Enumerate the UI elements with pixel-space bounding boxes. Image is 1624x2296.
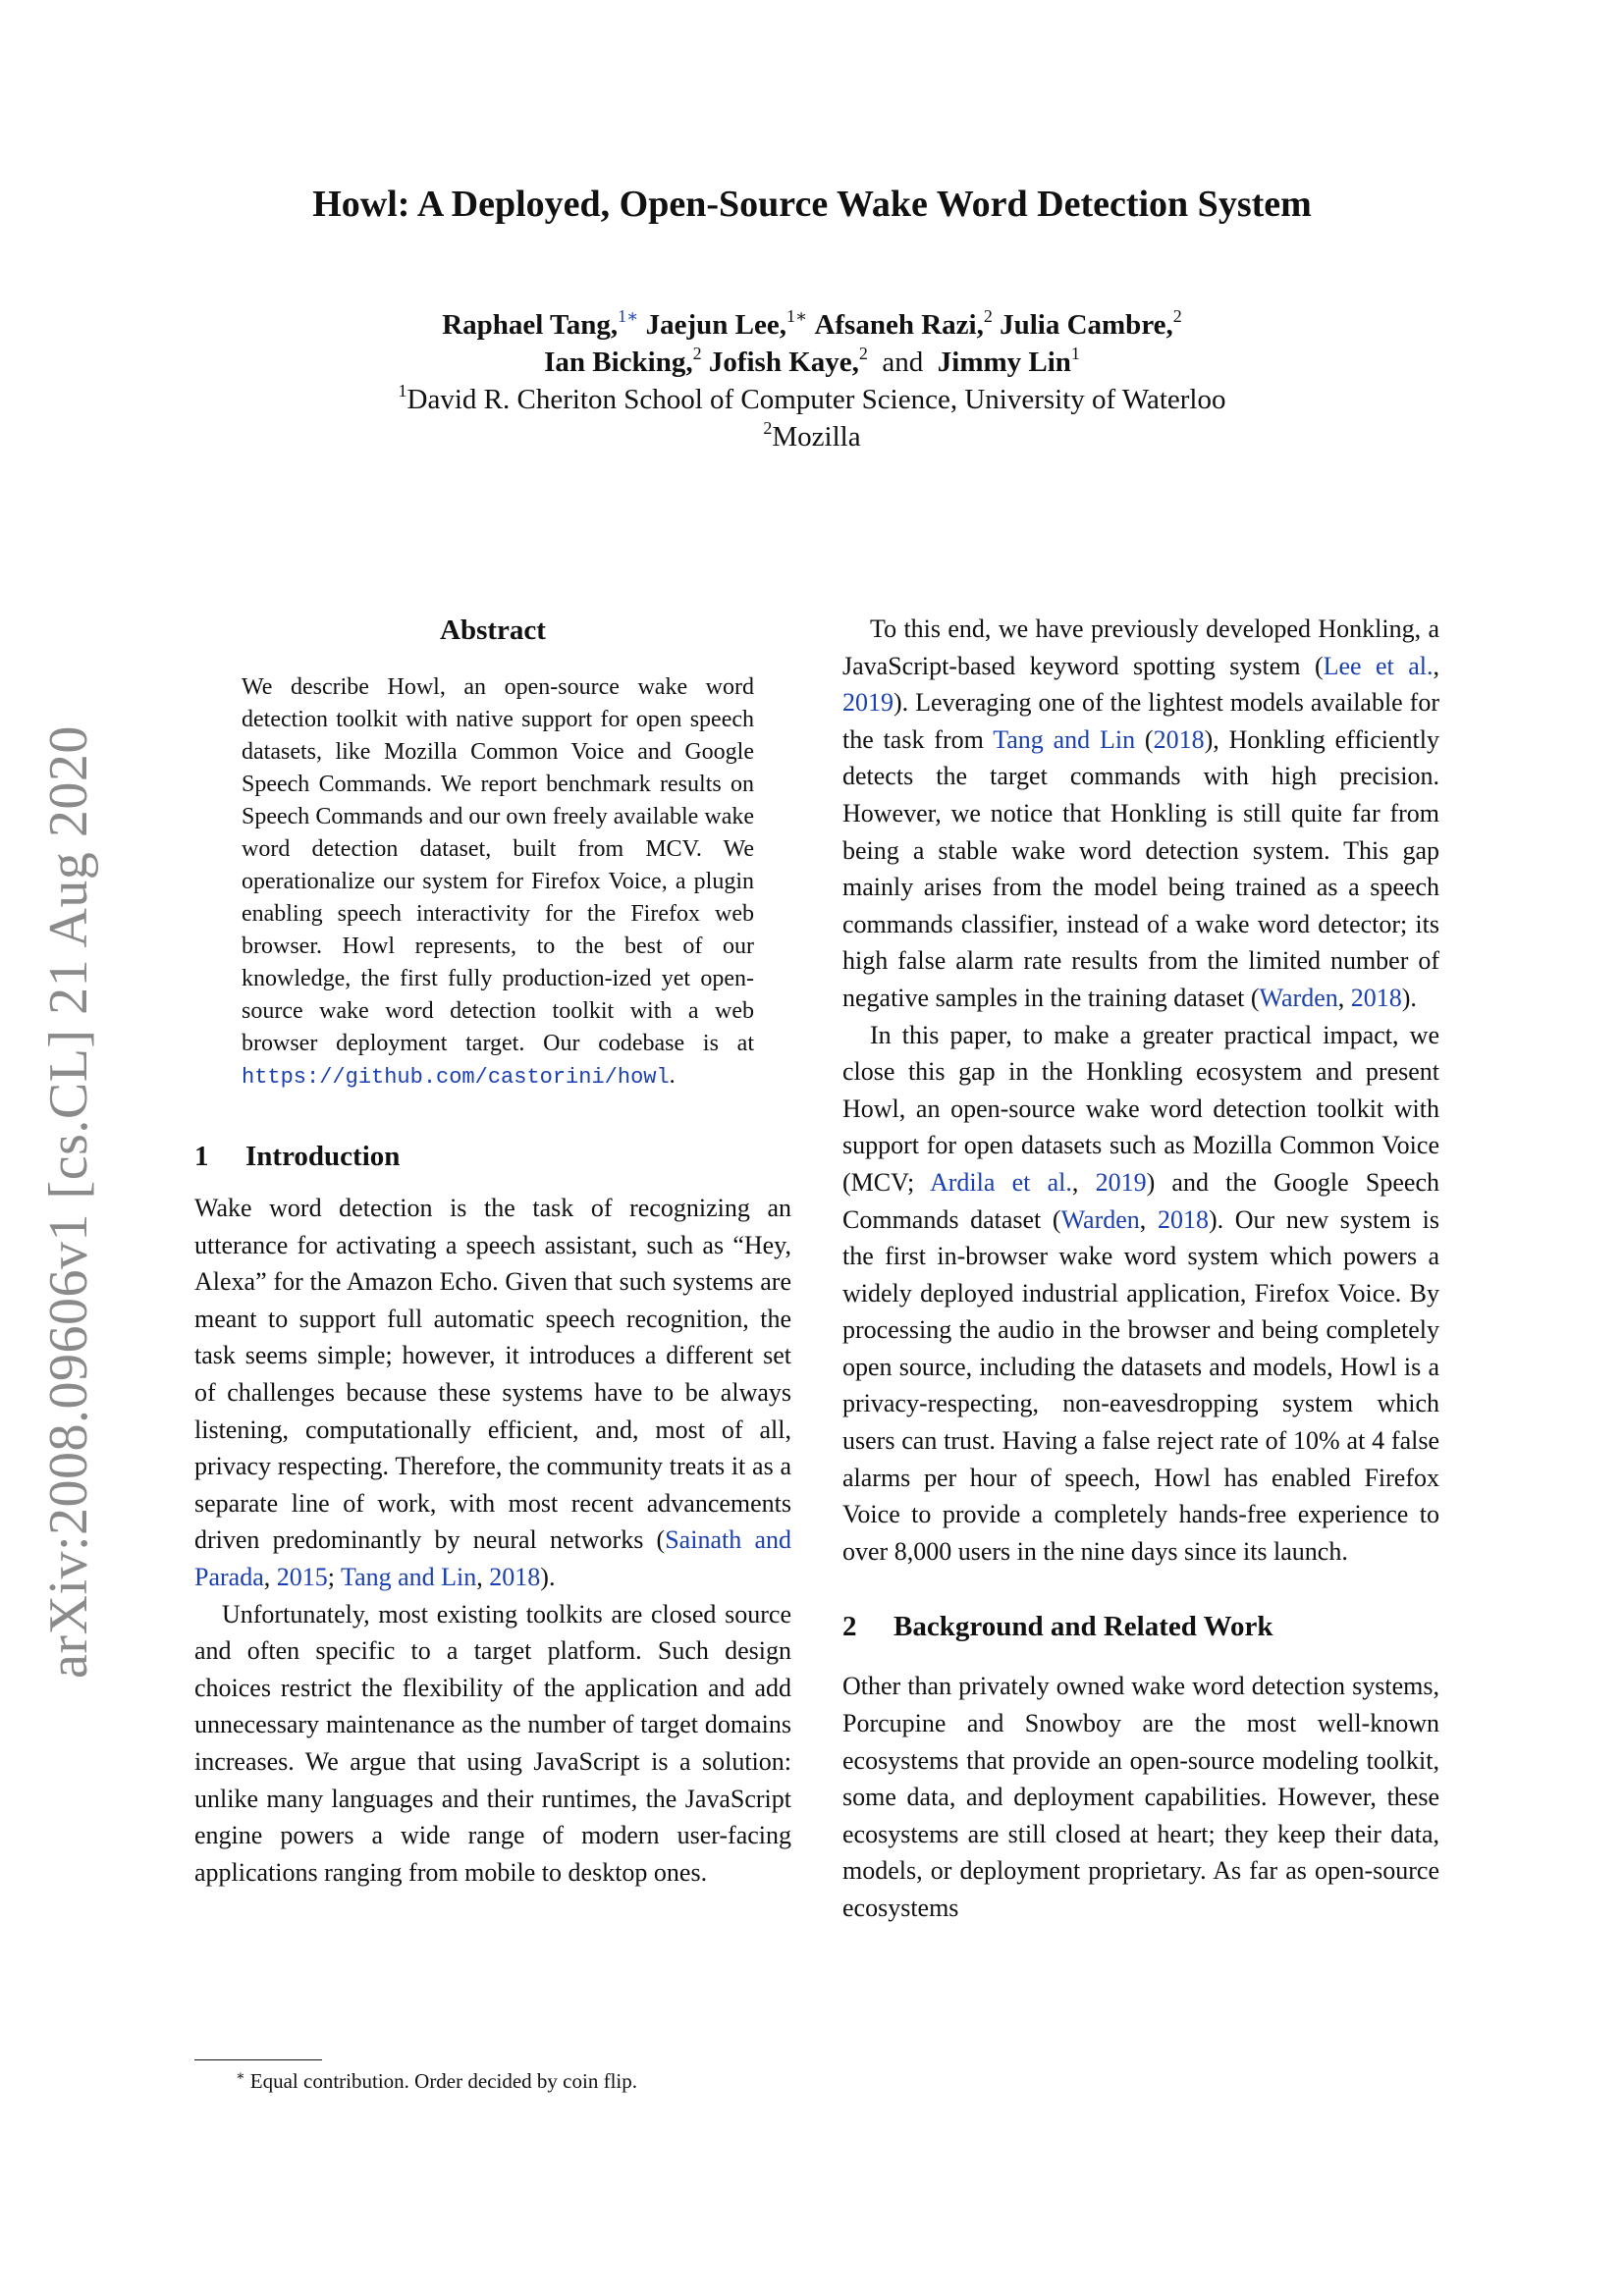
citation-year-link[interactable]: 2015 [276,1562,328,1591]
author-block [0,306,1624,455]
citation-link[interactable]: Ardila et al. [929,1167,1072,1197]
right-paragraph-1: To this end, we have previously developed Honkling, a JavaScript-based keyword spotting system (Lee et al., 2019). Leveraging one of the lightest models available for the task from Tang and Lin (2018), Honkling efficiently detects the target commands with high precision. However, we notice that Honkling is still quite far from being a stable wake word detection system. This gap mainly arises from the model being trained as a speech commands classifier, instead of a wake word detector; its high false alarm rate results from the limited number of negative samples in the training dataset (Warden, 2018). [842,614,1439,1012]
author-name: Julia Cambre, [1000,309,1173,341]
citation-link[interactable]: Lee et al. [1323,651,1434,680]
affiliation-2: $^2$Mozilla [763,418,861,453]
author-name: Jofish Kaye, [708,347,859,378]
author-affiliation-mark: 2 [1172,306,1182,326]
author-affiliation-mark: 2 [692,344,702,363]
right-paragraph-2: In this paper, to make a greater practical impact, we close this gap in the Honkling ecosystem and present Howl, an open-source wake word detection toolkit with support for open datasets such as Mozilla Common Voice (MCV; Ardila et al., 2019) and the Google Speech Commands dataset (Warden, 2018). Our new system is the first in-browser wake word system which powers a widely deployed industrial application, Firefox Voice. By processing the audio in the browser and being completely open source, including the datasets and models, Howl is a privacy-respecting, non-eavesdropping system which users can trust. Having a false reject rate of 10% at 4 false alarms per hour of speech, Howl has enabled Firefox Voice to provide a completely hands-free experience to over 8,000 users in the nine days since its launch. [842,1020,1440,1566]
author-conjunction: and [882,347,924,378]
author-affiliation-mark: 2 [983,306,993,326]
intro-paragraph-2: Unfortunately, most existing toolkits are closed source and often specific to a target platform. Such design choices restrict the flexibility of the application and add unnecessary maintenance as the number of target domains increases. We argue that using JavaScript is a solution: unlike many languages and their runtimes, the JavaScript engine powers a wide range of modern user-facing applications ranging from mobile to desktop ones. [194,1599,791,1887]
intro-paragraph-1: Wake word detection is the task of recognizing an utterance for activating a speech assistant, such as “Hey, Alexa” for the Amazon Echo. Given that such systems are meant to support full automatic speech recognition, the task seems simple; however, it introduces a different set of challenges because these systems have to be always listening, computationally efficient, and, most of all, privacy respecting. Therefore, the community treats it as a separate line of work, with most recent advancements driven predominantly by neural networks (Sainath and Parada, 2015; Tang and Lin, 2018). [194,1194,791,1591]
author-affiliation-mark: 1∗ [785,306,808,326]
author-name: Afsaneh Razi, [814,309,984,341]
author-line-1 [0,306,1624,344]
affiliation-1: $^1$David R. Cheriton School of Computer Science, University of Waterloo [398,381,1226,415]
background-paragraph-1: Other than privately owned wake word detection systems, Porcupine and Snowboy are the most well-known ecosystems that provide an open-source modeling toolkit, some data, and deployment capabilities. However, these ecosystems are still closed at heart; they keep their data, models, or deployment proprietary. As far as open-source ecosystems [842,1672,1439,1922]
citation-link[interactable]: Warden [1259,983,1338,1012]
author-affiliation-mark: 2 [858,344,868,363]
author-name: Raphael Tang, [442,309,619,341]
author-name: Jimmy Lin [937,347,1071,378]
citation-link[interactable]: Tang and Lin [993,724,1136,754]
footnote-divider [194,2059,322,2060]
citation-link[interactable]: Warden [1060,1204,1140,1234]
codebase-link[interactable]: https://github.com/castorini/howl [242,1065,670,1090]
citation-link[interactable]: Sainath and Parada [194,1525,791,1591]
citation-year-link[interactable]: 2019 [1095,1167,1147,1197]
section-heading-introduction: 1 Introduction [194,1141,401,1172]
author-name: Jaejun Lee, [645,309,786,341]
citation-year-link[interactable]: 2018 [1350,983,1402,1012]
author-affiliation-mark[interactable]: 1∗ [618,306,639,326]
citation-year-link[interactable]: 2019 [842,688,893,718]
author-name: Ian Bicking, [544,347,693,378]
left-column [194,611,791,1891]
citation-year-link[interactable]: 2018 [1157,1204,1209,1234]
citation-year-link[interactable]: 2018 [1153,724,1205,754]
abstract-text: We describe Howl, an open-source wake word detection toolkit with native support for open speech datasets, like Mozilla Common Voice and Google Speech Commands. We report benchmark results on Speech Commands and our own freely available wake word detection dataset, built from MCV. We operationalize our system for Firefox Voice, a plugin enabling speech interactivity for the Firefox web browser. Howl represents, to the best of our knowledge, the first fully production-ized yet open-source wake word detection toolkit with a web browser deployment target. Our codebase is at https://github.com/castorini/howl. [242,674,754,1090]
arxiv-identifier: arXiv:2008.09606v1 [cs.CL] 21 Aug 2020 [38,725,99,1679]
citation-link[interactable]: Tang and Lin [341,1562,477,1591]
abstract-heading: Abstract [440,614,546,646]
section-heading-background: 2 Background and Related Work [842,1611,1273,1643]
footnote: ∗ Equal contribution. Order decided by coin flip. [236,2069,637,2093]
paper-title: Howl: A Deployed, Open-Source Wake Word Detection System [312,184,1312,225]
author-line-2 [0,344,1624,381]
author-affiliation-mark: 1 [1070,344,1080,363]
right-column [842,611,1439,1927]
citation-year-link[interactable]: 2018 [489,1562,541,1591]
